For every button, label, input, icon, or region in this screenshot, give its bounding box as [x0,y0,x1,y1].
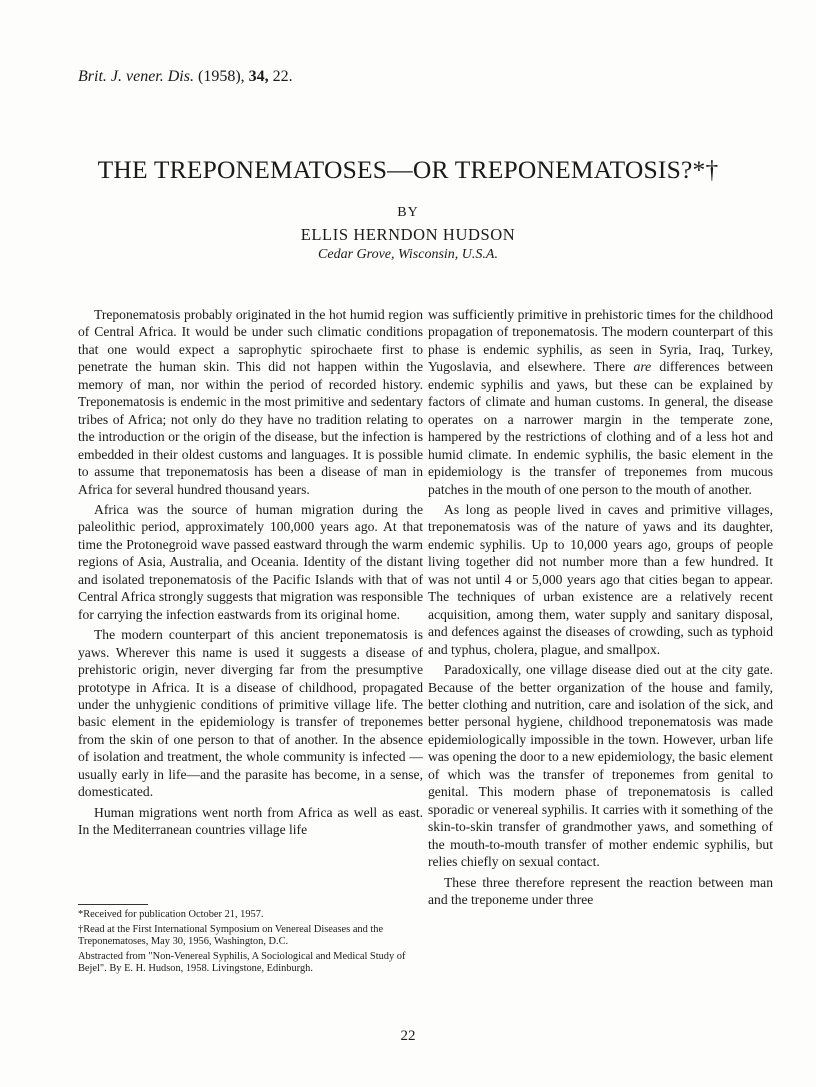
footnote: *Received for publication October 21, 1957. [78,909,264,920]
paragraph-text: differences between endemic syphilis and yaws, but these can be explained by factors of climate and human customs. In general, the disease operates on a narrower margin in the temperate zone, hampered by the restrictions of clothing and of a less hot and humid climate. In endemic syphilis, the basic element in the epidemiology is the transfer of treponemes from mucous patches in the mouth of one person to the mouth of another. [428,359,774,497]
journal-volume: 34, [248,68,269,85]
journal-year: (1958), [197,68,245,85]
emphasis-text: are [633,359,652,375]
footnotes [78,909,423,978]
footnote: †Read at the First International Symposium on Venereal Diseases and the Treponematoses, May 30, 1956, Washington, D.C. [78,924,384,948]
page-number: 22 [400,1028,416,1044]
footnote: Abstracted from "Non-Venereal Syphilis, A Sociological and Medical Study of Bejel". By E. H. Hudson, 1958. Livingstone, Edinburgh. [78,951,406,975]
paragraph: As long as people lived in caves and primitive villages, treponematosis was of the nature of yaws and its daughter, endemic syphilis. Up to 10,000 years ago, groups of people living together did not number more than a few hundred. It was not until 4 or 5,000 years ago that cities began to appear. The techniques of urban existence are a relatively recent acquisition, among them, water supply and sanitary disposal, and defences against the diseases of crowding, such as typhoid and typhus, cholera, plague, and smallpox. [428,501,773,657]
article-title: THE TREPONEMATOSES—OR TREPONEMATOSIS?*† [97,155,719,184]
body-column-right [428,306,773,911]
journal-citation [78,68,293,86]
paragraph: The modern counterpart of this ancient treponematosis is yaws. Wherever this name is used it suggests a disease of prehistoric origin, never diverging far from the presumptive prototype in Africa. It is a disease of childhood, propagated under the unhygienic conditions of primitive village life. The basic element in the epidemiology is transfer of treponemes from the skin of one person to that of another. In the absence of isolation and treatment, the whole community is infected —usually early in life—and the parasite has become, in a sense, domesticated. [78,627,423,800]
paragraph: These three therefore represent the reaction between man and the treponeme under three [428,874,773,907]
paragraph-continued [428,306,773,498]
paragraph-text: was sufficiently primitive in prehistoric times for the childhood propagation of treponematosis. The modern counterpart of this phase is endemic syphilis, as seen in Syria, Iraq, Turkey, Yugoslavia, and elsewhere. There [428,307,773,375]
author-name: ELLIS HERNDON HUDSON [300,225,516,244]
paragraph: Treponematosis probably originated in the hot humid region of Central Africa. It would be under such climatic conditions that one would expect a saprophytic spirochaete first to penetrate the human skin. This did not happen within the memory of man, nor within the period of recorded history. Treponematosis is endemic in the most primitive and sedentary tribes of Africa; not only do they have no tradition relating to the introduction or the origin of the disease, but the infection is embedded in their oldest customs and languages. It is possible to assume that treponematosis has been a disease of man in Africa for several hundred thousand years. [78,307,423,497]
paragraph: Africa was the source of human migration during the paleolithic period, approximately 100,000 years ago. At that time the Protonegroid wave passed eastward through the warm regions of Asia, Australia, and Oceania. Identity of the distant and isolated treponematosis of the Pacific Islands with that of Central Africa strongly suggests that migration was responsible for carrying the infection eastwards from its original home. [78,501,423,622]
author-affiliation: Cedar Grove, Wisconsin, U.S.A. [318,247,498,262]
byline: BY [397,205,419,220]
journal-page: 22. [272,68,293,85]
footnote-divider [78,904,148,905]
paragraph: Human migrations went north from Africa as well as east. In the Mediterranean countries village life [78,804,423,838]
paragraph: Paradoxically, one village disease died out at the city gate. Because of the better organization of the house and family, better clothing and nutrition, care and isolation of the sick, and better personal hygiene, childhood treponematosis was made epidemiologically impossible in the town. However, urban life was opening the door to a new epidemiology, the basic element of which was the transfer of treponemes from genital to genital. This modern phase of treponematosis is called sporadic or venereal syphilis. It carries with it something of the skin-to-skin transfer of grandmother yaws, and something of the mouth-to-mouth transfer of mother endemic syphilis, but relies chiefly on sexual contact. [428,662,773,870]
journal-name: Brit. J. vener. Dis. [78,68,194,85]
body-column-left [78,306,423,842]
